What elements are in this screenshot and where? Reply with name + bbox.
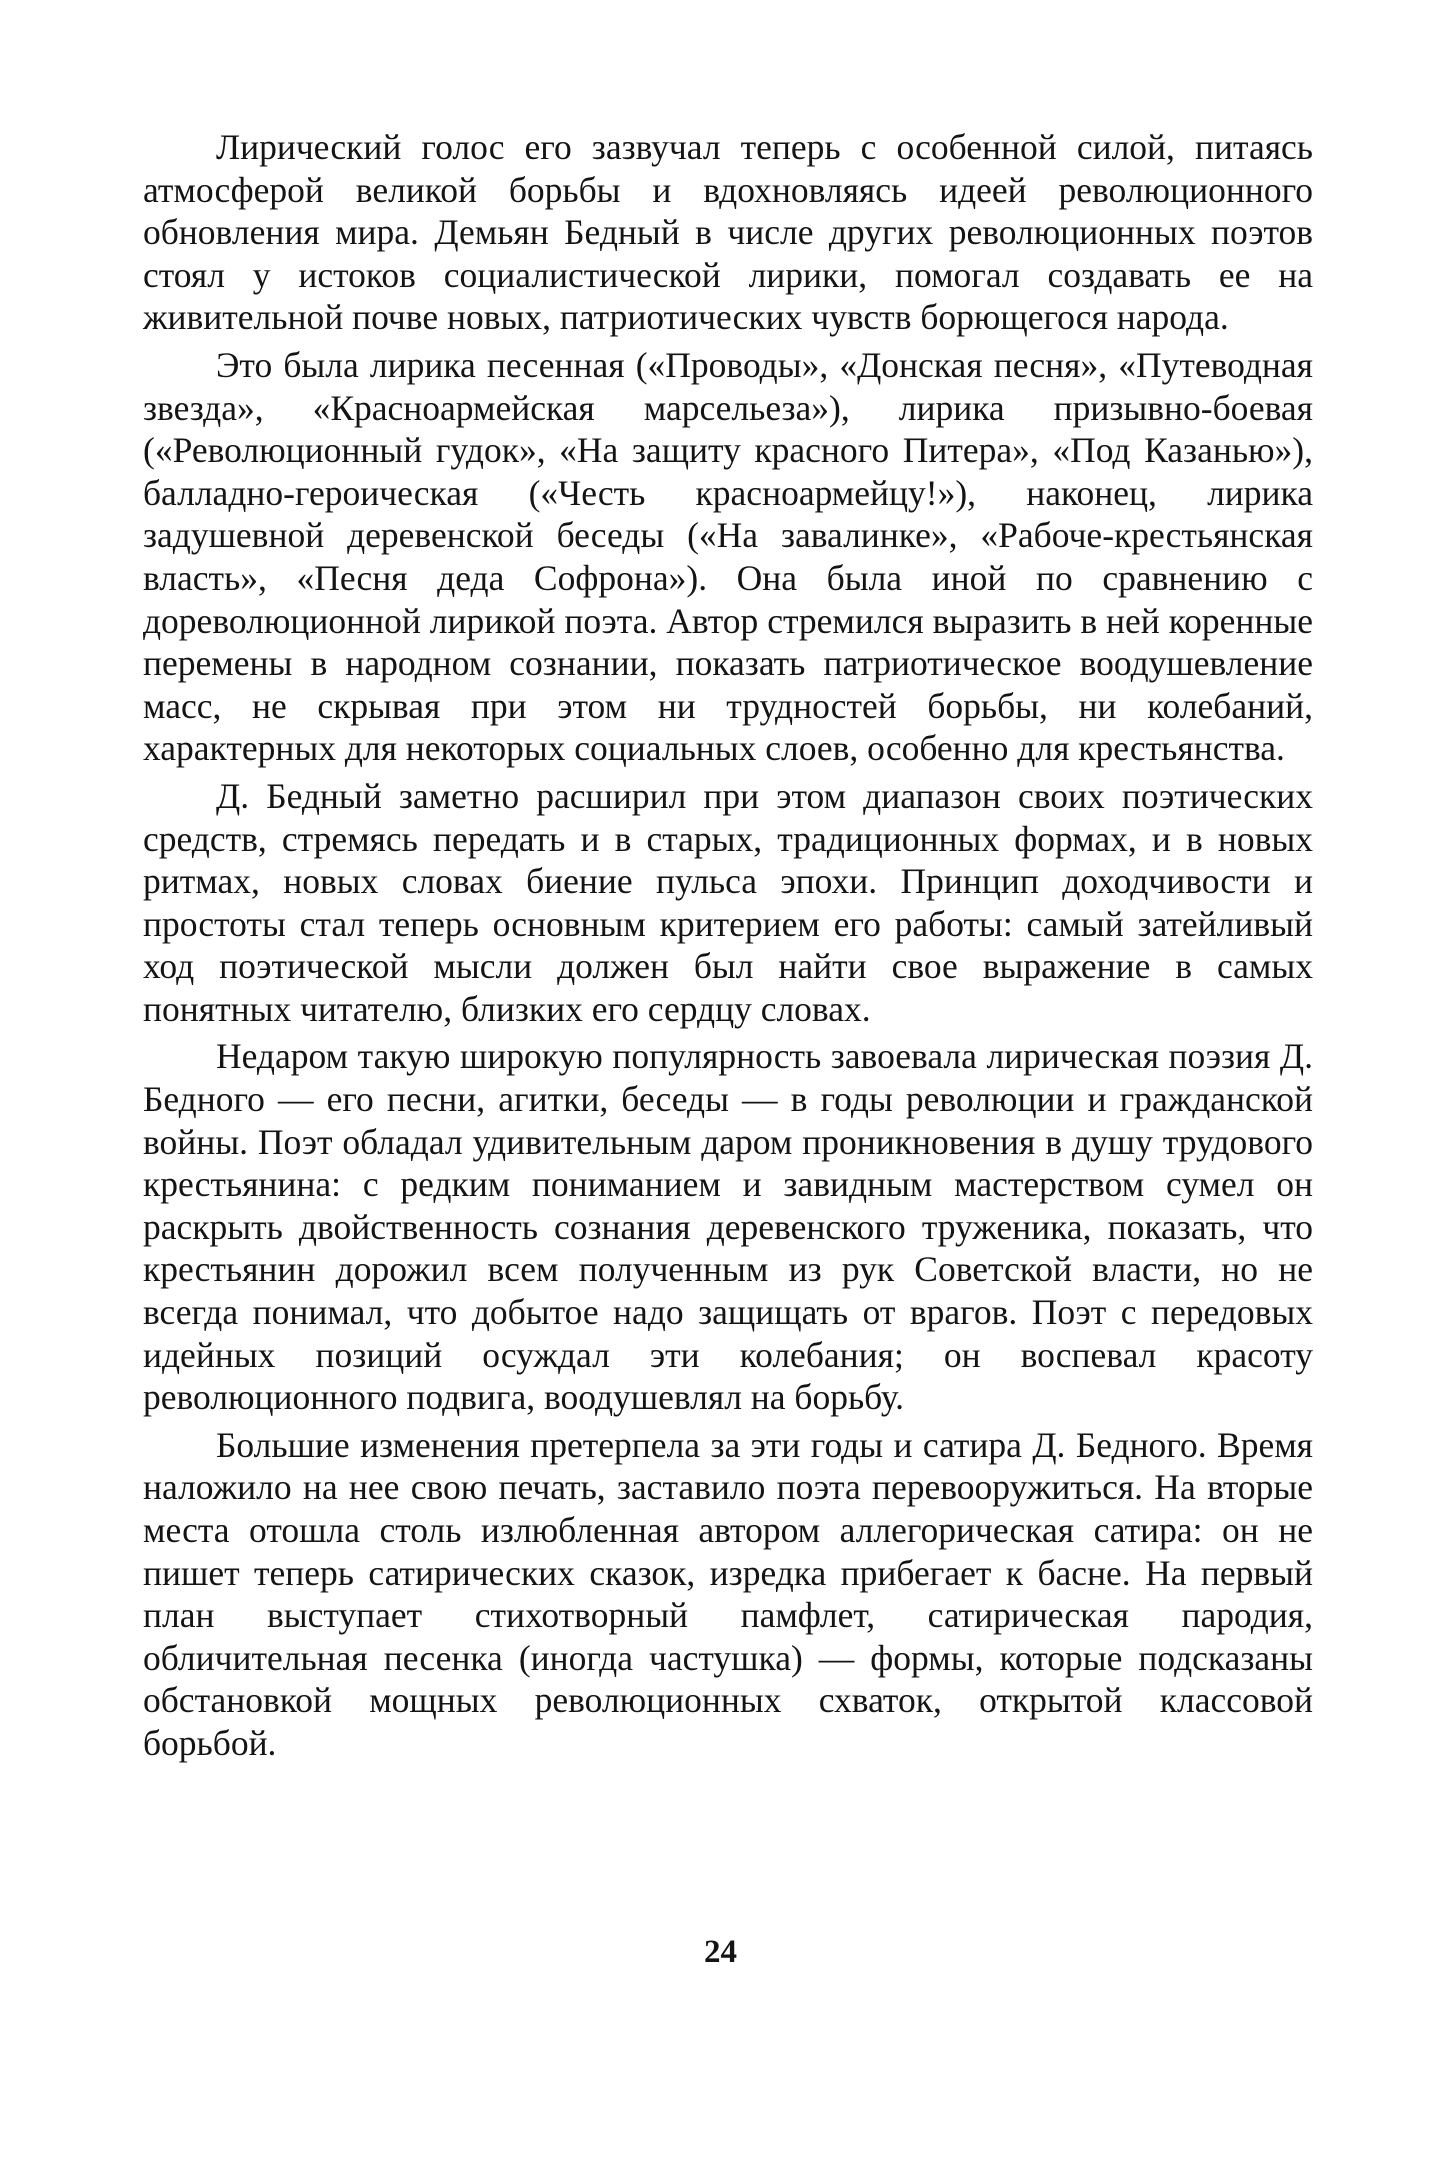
paragraph-5: Большие изменения претерпела за эти годы и сатира Д. Бедного. Время наложило на нее свою печать, заставило поэта перевооружиться. На вторые места отошла столь излюбленная автором аллегорическая сатира: он не пишет теперь сатирических сказок, изредка прибегает к басне. На первый план выступает стихотворный памфлет, сатирическая пародия, обличительная песенка (иногда частушка) — формы, которые подсказаны обстановкой мощных революционных схваток, открытой классовой борьбой. [143, 1424, 1313, 1763]
paragraph-1: Лирический голос его зазвучал теперь с особенной силой, питаясь атмосферой великой борьбы и вдохновляясь идеей революционного обновления мира. Демьян Бедный в числе других революционных поэтов стоял у истоков социалистической лирики, помогал создавать ее на живительной почве новых, патриотических чувств борющегося народа. [143, 127, 1313, 338]
paragraph-2: Это была лирика песенная («Проводы», «Донская песня», «Путеводная звезда», «Красноармейская марсельеза»), лирика призывно-боевая («Революционный гудок», «На защиту красного Питера», «Под Казанью»), балладно-героическая («Честь красноармейцу!»), наконец, лирика задушевной деревенской беседы («На завалинке», «Рабоче-крестьянская власть», «Песня деда Софрона»). Она была иной по сравнению с дореволюционной лирикой поэта. Автор стремился выразить в ней коренные перемены в народном сознании, показать патриотическое воодушевление масс, не скрывая при этом ни трудностей борьбы, ни колебаний, характерных для некоторых социальных слоев, особенно для крестьянства. [143, 344, 1313, 769]
page-number: 24 [704, 1934, 737, 1970]
paragraph-4: Недаром такую широкую популярность завоевала лирическая поэзия Д. Бедного — его песни, агитки, беседы — в годы революции и гражданской войны. Поэт обладал удивительным даром проникновения в душу трудового крестьянина: с редким пониманием и завидным мастерством сумел он раскрыть двойственность сознания деревенского труженика, показать, что крестьянин дорожил всем полученным из рук Советской власти, но не всегда понимал, что добытое надо защищать от врагов. Поэт с передовых идейных позиций осуждал эти колебания; он воспевал красоту революционного подвига, воодушевлял на борьбу. [143, 1036, 1313, 1418]
paragraph-3: Д. Бедный заметно расширил при этом диапазон своих поэтических средств, стремясь передать и в старых, традиционных формах, и в новых ритмах, новых словах биение пульса эпохи. Принцип доходчивости и простоты стал теперь основным критерием его работы: самый затейливый ход поэтической мысли должен был найти свое выражение в самых понятных читателю, близких его сердцу словах. [143, 775, 1313, 1029]
page-text [143, 126, 1313, 1770]
